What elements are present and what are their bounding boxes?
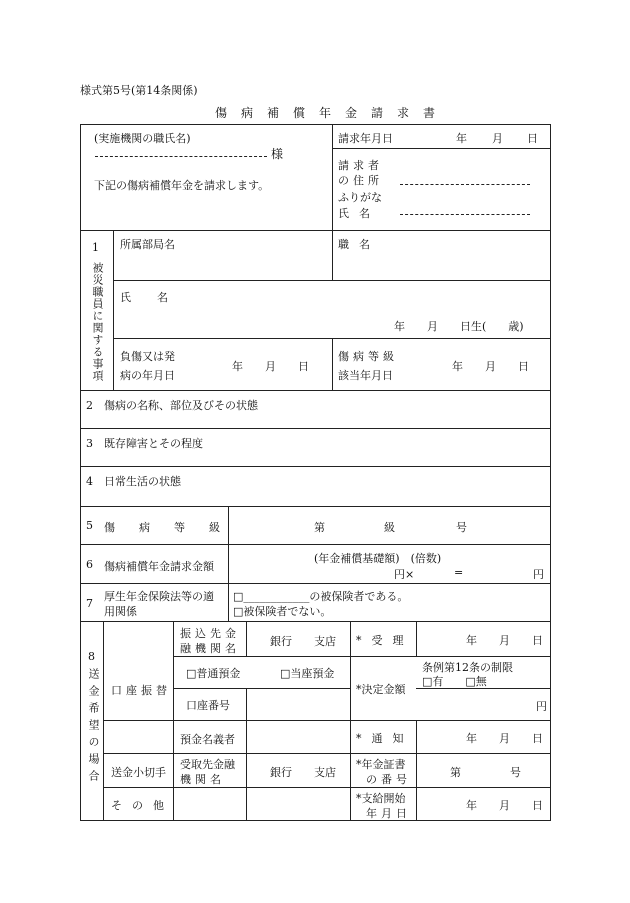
injury-date-label-2: 病の年月日	[120, 369, 175, 382]
requester-label: 請求者	[338, 159, 383, 172]
restriction-label: 条例第12条の制限	[422, 661, 513, 674]
decided-amount-label: *決定金額	[356, 683, 406, 696]
request-date-month: 月	[492, 132, 503, 145]
section7-number: 7	[86, 597, 93, 610]
formula-yen-result: 円	[533, 568, 544, 581]
notice-label: *通知	[356, 732, 414, 745]
ordinary-deposit-checkbox[interactable]: □普通預金	[186, 667, 241, 680]
grade-date-label-1: 傷病等級	[338, 350, 398, 363]
furigana-label: ふりがな	[338, 191, 382, 204]
section6-number: 6	[86, 558, 93, 571]
restriction-options[interactable]: □有 □無	[422, 675, 487, 688]
section8-number: 8	[88, 650, 95, 663]
request-date-label: 請求年月日	[338, 132, 393, 145]
grade-date-value: 年 月 日	[452, 360, 529, 373]
grade-value-1: 第	[314, 521, 325, 534]
payment-start-date: 年 月 日	[466, 799, 543, 812]
section5-number: 5	[86, 519, 93, 532]
section6-label: 傷病補償年金請求金額	[104, 560, 214, 573]
formula-yen-times: 円×	[394, 568, 415, 581]
position-label: 職名	[338, 238, 380, 251]
section5-label: 傷病等級	[104, 521, 244, 534]
address-label: の住所	[338, 174, 383, 187]
address-field[interactable]	[400, 184, 530, 185]
agency-label: (実施機関の職氏名)	[94, 132, 191, 145]
account-transfer-label: 口座振替	[111, 684, 171, 697]
request-text: 下記の傷病補償年金を請求します。	[94, 179, 270, 192]
not-insured-option[interactable]: □被保険者でない。	[233, 605, 332, 618]
section3-label: 3 既存障害とその程度	[86, 437, 203, 450]
section7-label-1: 厚生年金保険法等の適	[104, 590, 214, 603]
birth-date: 年 月 日生( 歳)	[394, 320, 524, 333]
section2-label: 2 傷病の名称、部位及びその状態	[86, 399, 258, 412]
section1-title: 被災職員に関する事項	[91, 262, 104, 382]
received-date: 年 月 日	[466, 634, 543, 647]
received-label: *受理	[356, 634, 414, 647]
honorific: 様	[271, 147, 284, 161]
section8-title: 送金希望の場合	[87, 668, 100, 787]
cert-number-suffix: 号	[510, 766, 521, 779]
check-branch-suffix: 支店	[314, 766, 336, 779]
notice-date: 年 月 日	[466, 732, 543, 745]
section1-number: 1	[92, 241, 99, 254]
grade-value-3: 号	[456, 521, 467, 534]
payment-start-label-1: *支給開始	[356, 792, 406, 805]
requester-name-label: 氏名	[338, 207, 380, 220]
section4-label: 4 日常生活の状態	[86, 475, 181, 488]
cert-number-label-1: *年金証書	[356, 758, 406, 771]
bank-name-label-2: 融機関名	[180, 642, 240, 655]
formula-top: (年金補償基礎額) (倍数)	[314, 552, 442, 565]
agency-name-line[interactable]	[95, 156, 267, 157]
formula-equals: =	[454, 566, 464, 579]
employee-name-label: 氏名	[120, 291, 194, 304]
request-date-year: 年	[456, 132, 467, 145]
requester-name-field[interactable]	[400, 214, 530, 215]
dept-label: 所属部局名	[120, 238, 175, 251]
cert-number-prefix: 第	[450, 766, 461, 779]
grade-value-2: 級	[384, 521, 395, 534]
grade-date-label-2: 該当年月日	[338, 369, 393, 382]
money-order-label: 送金小切手	[111, 766, 166, 779]
check-bank-label-1: 受取先金融	[180, 758, 235, 771]
check-bank-suffix: 銀行	[270, 766, 292, 779]
bank-name-label-1: 振込先金	[180, 627, 240, 640]
current-deposit-checkbox[interactable]: □当座預金	[280, 667, 335, 680]
account-number-label: 口座番号	[186, 699, 230, 712]
insured-option[interactable]: □____________の被保険者である。	[233, 590, 409, 603]
bank-suffix: 銀行	[270, 635, 292, 648]
cert-number-label-2: の番号	[366, 773, 411, 786]
branch-suffix: 支店	[314, 635, 336, 648]
check-bank-label-2: 機関名	[180, 773, 225, 786]
injury-date-label-1: 負傷又は発	[120, 350, 175, 363]
decided-amount-yen: 円	[536, 700, 547, 713]
form-title: 傷病補償年金請求書	[215, 106, 450, 120]
injury-date-value: 年 月 日	[232, 360, 309, 373]
account-holder-label: 預金名義者	[180, 733, 235, 746]
request-date-day: 日	[527, 132, 538, 145]
section7-label-2: 用関係	[104, 605, 137, 618]
form-number: 様式第5号(第14条関係)	[80, 84, 198, 97]
payment-start-label-2: 年月日	[366, 807, 411, 820]
other-label: その他	[111, 799, 174, 812]
